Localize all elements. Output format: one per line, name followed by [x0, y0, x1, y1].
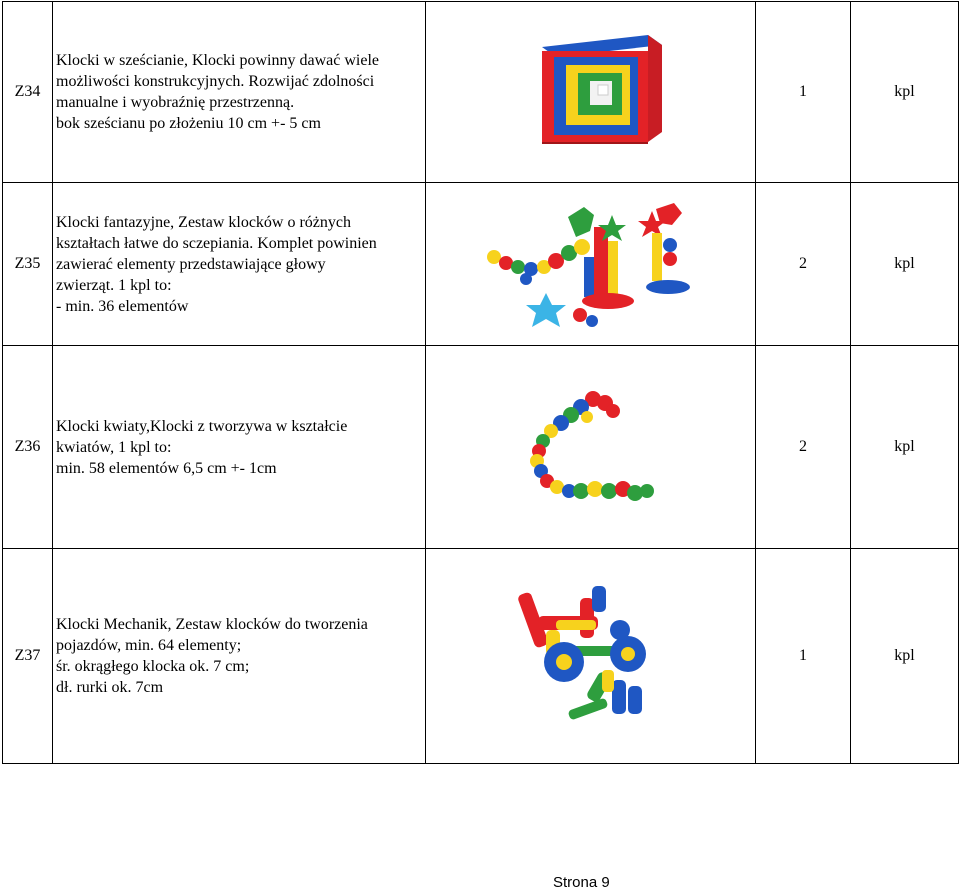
item-quantity: 2: [756, 183, 851, 346]
table-row: [3, 183, 959, 346]
description-line: pojazdów, min. 64 elementy;: [56, 637, 242, 654]
description-line: śr. okrągłego klocka ok. 7 cm;: [56, 658, 250, 675]
item-picture-cell: [426, 2, 756, 183]
mechanic-vehicle-blocks-photo: [516, 586, 666, 726]
flower-blocks-photo: [521, 387, 661, 507]
description-line: Klocki fantazyjne, Zestaw klocków o różnych: [56, 213, 352, 231]
item-quantity: 1: [756, 549, 851, 764]
description-line: kwiatów, 1 kpl to:: [56, 438, 172, 456]
item-quantity: 1: [756, 2, 851, 183]
specification-table: [2, 1, 959, 764]
description-line: bok sześcianu po złożeniu 10 cm +- 5 cm: [56, 115, 321, 132]
item-unit: kpl: [851, 346, 959, 549]
item-unit: kpl: [851, 549, 959, 764]
description-line: manualne i wyobraźnię przestrzenną.: [56, 94, 295, 111]
table-row: [3, 2, 959, 183]
description-line: Klocki kwiaty,Klocki z tworzywa w kształcie: [56, 417, 348, 435]
item-unit: kpl: [851, 183, 959, 346]
item-description: [53, 2, 426, 183]
item-quantity: 2: [756, 346, 851, 549]
item-description: [53, 183, 426, 346]
item-unit: kpl: [851, 2, 959, 183]
table-row: [3, 346, 959, 549]
item-description: [53, 346, 426, 549]
item-picture-cell: [426, 183, 756, 346]
description-line: - min. 36 elementów: [56, 297, 189, 315]
description-line: zwierząt. 1 kpl to:: [56, 276, 172, 294]
item-code: Z36: [3, 346, 53, 549]
item-description: [53, 549, 426, 764]
description-line: zawierać elementy przedstawiające głowy: [56, 255, 326, 273]
description-line: możliwości konstrukcyjnych. Rozwijać zdolności: [56, 73, 375, 90]
description-line: kształtach łatwe do sczepiania. Komplet powinien: [56, 234, 377, 252]
item-code: Z37: [3, 549, 53, 764]
description-line: dł. rurki ok. 7cm: [56, 679, 164, 696]
item-code: Z35: [3, 183, 53, 346]
table-row: [3, 549, 959, 764]
page-number: Strona 9: [553, 874, 610, 891]
description-line: Klocki Mechanik, Zestaw klocków do tworzenia: [56, 616, 368, 633]
item-code: Z34: [3, 2, 53, 183]
item-picture-cell: [426, 549, 756, 764]
item-picture-cell: [426, 346, 756, 549]
description-line: Klocki w sześcianie, Klocki powinny dawać wiele: [56, 52, 380, 69]
fantasy-animal-blocks-photo: [476, 197, 706, 332]
description-line: min. 58 elementów 6,5 cm +- 1cm: [56, 459, 277, 477]
nested-cube-blocks-photo: [506, 27, 676, 157]
